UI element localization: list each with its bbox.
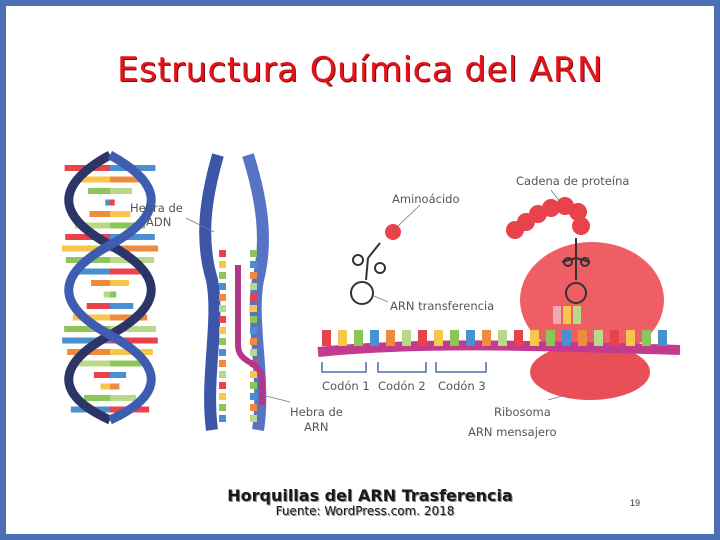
base-pair xyxy=(110,188,132,194)
nucleotide xyxy=(250,294,257,301)
base-pair xyxy=(110,384,119,390)
label-codon-1: Codón 1 xyxy=(322,379,370,393)
mrna-base xyxy=(482,330,491,346)
nucleotide xyxy=(219,305,226,312)
nucleotide xyxy=(219,404,226,411)
label-cadena-proteina: Cadena de proteína xyxy=(516,174,630,188)
nucleotide xyxy=(219,360,226,367)
free-trna xyxy=(351,224,401,304)
nucleotide xyxy=(250,338,257,345)
mrna-base xyxy=(450,330,459,346)
figure-source: Fuente: WordPress.com. 2018 xyxy=(275,504,455,518)
nucleotide xyxy=(250,327,257,334)
nucleotide xyxy=(250,415,257,422)
nucleotide xyxy=(219,382,226,389)
mrna-strand xyxy=(318,345,680,352)
translation-scene xyxy=(318,190,680,400)
page-number: 19 xyxy=(630,498,641,508)
unzipping-dna xyxy=(205,155,263,430)
base-pair xyxy=(110,292,116,298)
base-pair xyxy=(110,200,115,206)
nucleotide xyxy=(219,371,226,378)
label-hebra-adn-line2: ADN xyxy=(146,215,172,229)
mrna-base xyxy=(402,330,411,346)
nucleotide xyxy=(250,272,257,279)
nucleotide xyxy=(250,305,257,312)
mrna-base xyxy=(642,330,651,346)
nucleotide xyxy=(219,272,226,279)
base-pair xyxy=(84,395,110,401)
base-pair xyxy=(110,372,126,378)
nucleotide xyxy=(250,382,257,389)
mrna-base xyxy=(546,330,555,346)
label-arn-transferencia: ARN transferencia xyxy=(390,299,495,313)
nucleotide xyxy=(250,349,257,356)
figure-caption: Horquillas del ARN Trasferencia xyxy=(227,486,513,505)
label-hebra-arn-line1: Hebra de xyxy=(290,405,343,419)
label-hebra-adn-line1: Hebra de xyxy=(130,201,183,215)
mrna-base xyxy=(530,330,539,346)
nucleotide xyxy=(219,261,226,268)
base-pair xyxy=(110,280,129,286)
mrna-base xyxy=(338,330,347,346)
protein-chain xyxy=(506,197,590,239)
mrna-base xyxy=(594,330,603,346)
nucleotide xyxy=(250,283,257,290)
mrna-base xyxy=(370,330,379,346)
nucleotide xyxy=(219,316,226,323)
nucleotide xyxy=(250,261,257,268)
mrna-base xyxy=(354,330,363,346)
nucleotide xyxy=(250,404,257,411)
dna-double-helix xyxy=(62,155,158,420)
nucleotide xyxy=(219,393,226,400)
mrna-base xyxy=(386,330,395,346)
nucleotide xyxy=(250,393,257,400)
label-aminoacido: Aminoácido xyxy=(392,192,460,206)
trna-anticodon xyxy=(553,306,581,324)
mrna-base xyxy=(562,330,571,346)
base-pair xyxy=(78,361,110,367)
mrna-base xyxy=(322,330,331,346)
mrna-base xyxy=(610,330,619,346)
label-codon-2: Codón 2 xyxy=(378,379,426,393)
base-pair xyxy=(88,188,110,194)
mrna-base xyxy=(434,330,443,346)
label-ribosoma: Ribosoma xyxy=(494,405,551,419)
label-hebra-arn-line2: ARN xyxy=(304,420,329,434)
nucleotide xyxy=(219,415,226,422)
base-pair xyxy=(110,395,136,401)
base-pair xyxy=(105,200,110,206)
nucleotide xyxy=(219,349,226,356)
base-pair xyxy=(90,211,110,217)
base-pair xyxy=(94,372,110,378)
mrna-base xyxy=(418,330,427,346)
mrna-base xyxy=(498,330,507,346)
nucleotide xyxy=(219,250,226,257)
base-pair xyxy=(110,211,130,217)
label-codon-3: Codón 3 xyxy=(438,379,486,393)
mrna-base xyxy=(578,330,587,346)
base-pair xyxy=(110,303,133,309)
slide-title: Estructura Química del ARN xyxy=(117,50,603,90)
nucleotide xyxy=(250,371,257,378)
nucleotide xyxy=(219,327,226,334)
nucleotide xyxy=(250,316,257,323)
label-arn-mensajero: ARN mensajero xyxy=(468,425,557,439)
nucleotide xyxy=(219,338,226,345)
base-pair xyxy=(110,361,142,367)
amino-acid-bead xyxy=(385,224,401,240)
mrna-base xyxy=(626,330,635,346)
base-pair xyxy=(91,280,110,286)
mrna-base xyxy=(466,330,475,346)
mrna-base xyxy=(514,330,523,346)
mrna-base xyxy=(658,330,667,346)
base-pair xyxy=(101,384,110,390)
nucleotide xyxy=(250,250,257,257)
base-pair xyxy=(87,303,110,309)
nucleotide xyxy=(219,294,226,301)
nucleotide xyxy=(219,283,226,290)
base-pair xyxy=(104,292,110,298)
